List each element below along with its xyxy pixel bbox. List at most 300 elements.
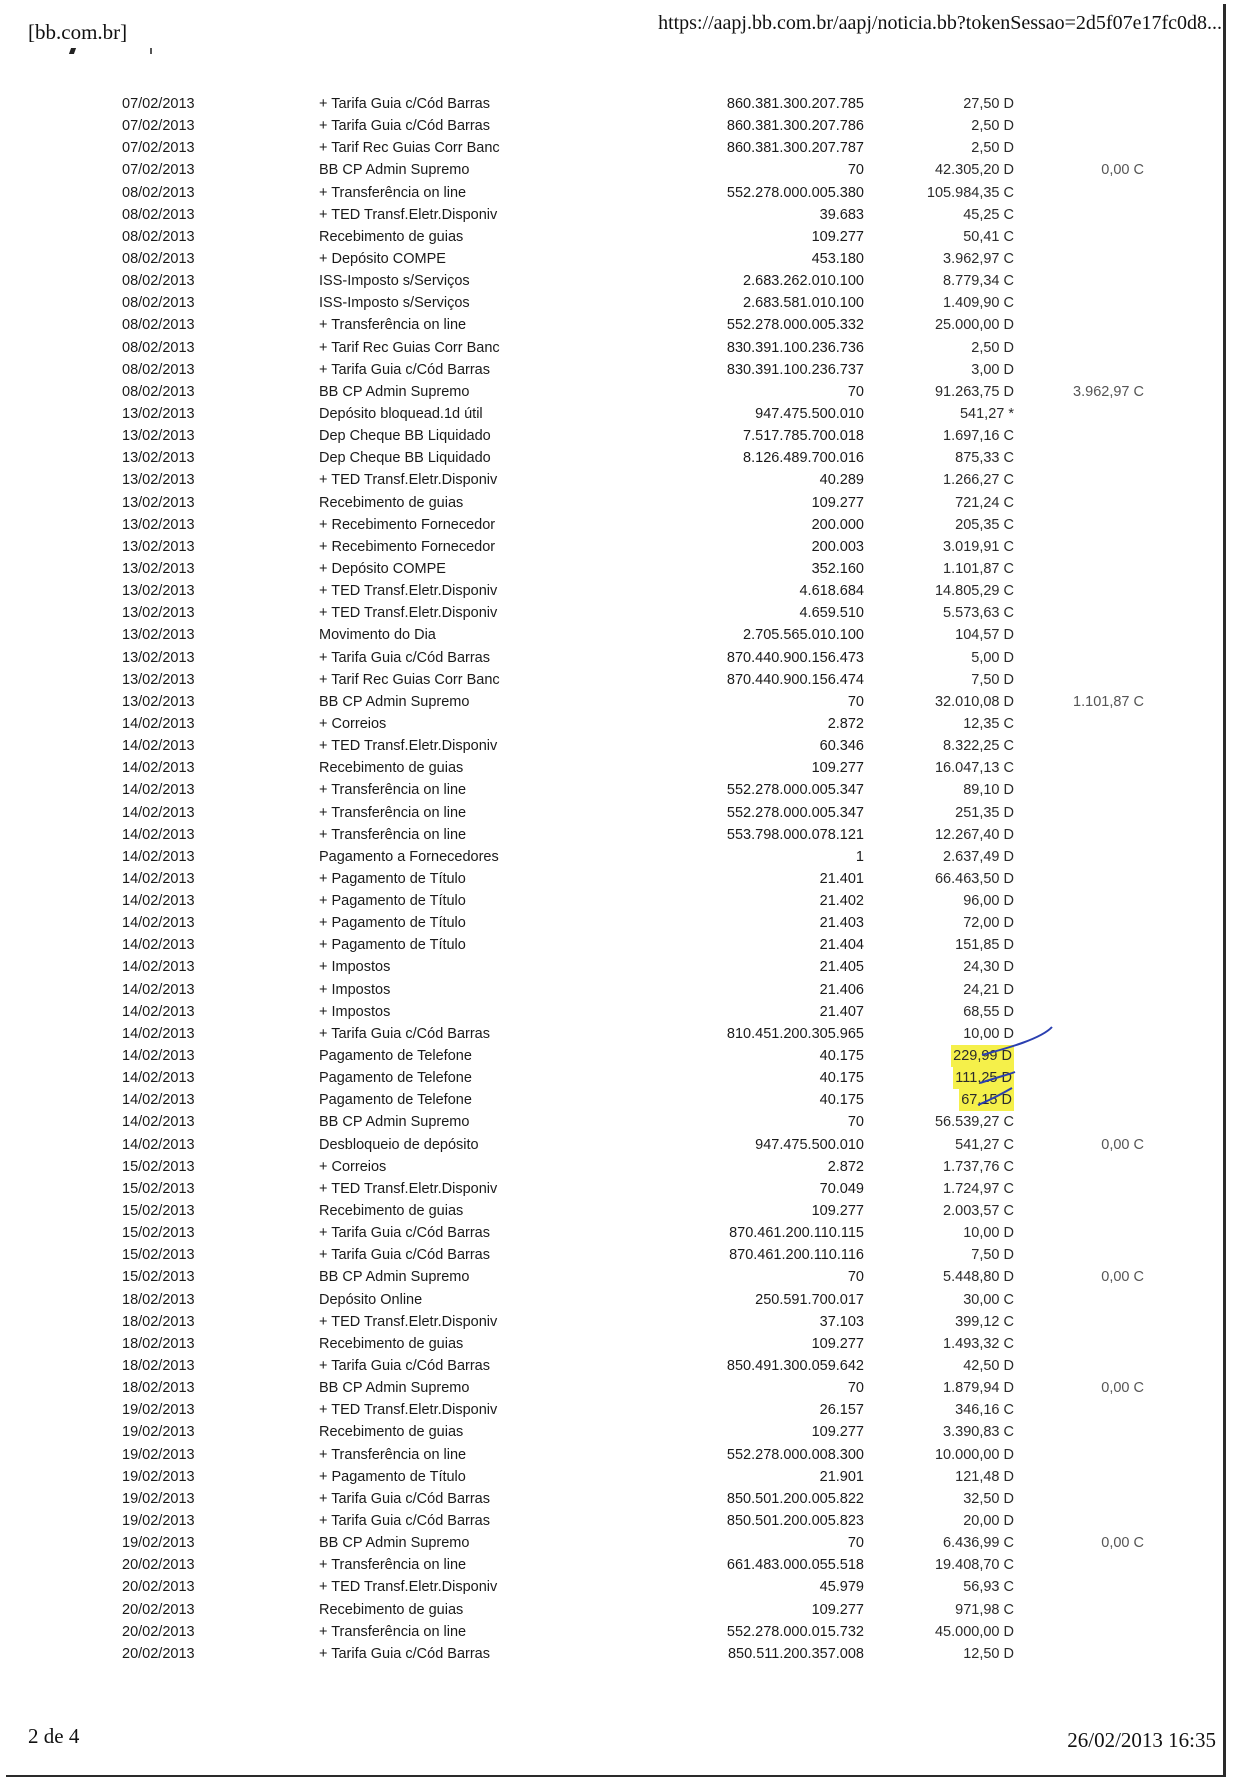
- row-value: 205,35 C: [955, 516, 1014, 533]
- table-row: [0, 846, 1236, 868]
- row-date: 13/02/2013: [122, 405, 195, 422]
- row-date: 08/02/2013: [122, 361, 195, 378]
- row-value: 2.003,57 C: [943, 1203, 1014, 1220]
- row-value: 10.000,00 D: [934, 1446, 1014, 1463]
- table-row: [0, 536, 1236, 558]
- row-description: Dep Cheque BB Liquidado: [319, 450, 491, 467]
- row-description: + TED Transf.Eletr.Disponiv: [319, 1313, 498, 1330]
- row-value: 2,50 D: [971, 339, 1014, 356]
- table-row: [0, 647, 1236, 669]
- row-value: 8.322,25 C: [943, 738, 1014, 755]
- table-row: [0, 1488, 1236, 1510]
- row-value: 32,50 D: [963, 1490, 1014, 1507]
- row-date: 14/02/2013: [122, 782, 195, 799]
- row-date: 19/02/2013: [122, 1468, 195, 1485]
- row-date: 18/02/2013: [122, 1335, 195, 1352]
- page-number: 2 de 4: [28, 1724, 80, 1748]
- row-date: 14/02/2013: [122, 893, 195, 910]
- row-date: 19/02/2013: [122, 1446, 195, 1463]
- row-value: 111,25 D: [953, 1067, 1014, 1089]
- row-value: 68,55 D: [963, 1003, 1014, 1020]
- row-document: 352.160: [811, 560, 864, 577]
- table-row: [0, 359, 1236, 381]
- row-document: 109.277: [811, 228, 864, 245]
- row-date: 15/02/2013: [122, 1158, 195, 1175]
- row-value: 104,57 D: [955, 627, 1014, 644]
- row-document: 552.278.000.008.300: [726, 1446, 864, 1463]
- row-value: 229,99 D: [951, 1045, 1014, 1067]
- row-document: 2.683.262.010.100: [743, 273, 864, 290]
- row-date: 14/02/2013: [122, 1092, 195, 1109]
- row-document: 45.979: [819, 1579, 864, 1596]
- row-value: 1.493,32 C: [943, 1335, 1014, 1352]
- row-description: + Recebimento Fornecedor: [319, 538, 496, 555]
- row-value: 3,00 D: [971, 361, 1014, 378]
- row-document: 552.278.000.005.332: [726, 317, 864, 334]
- table-row: [0, 514, 1236, 536]
- row-date: 14/02/2013: [122, 915, 195, 932]
- row-document: 850.491.300.059.642: [726, 1358, 864, 1375]
- row-document: 661.483.000.055.518: [726, 1557, 864, 1574]
- row-value: 96,00 D: [963, 893, 1014, 910]
- table-row: [0, 314, 1236, 336]
- table-row: [0, 912, 1236, 934]
- row-date: 07/02/2013: [122, 162, 195, 179]
- table-row: [0, 602, 1236, 624]
- row-description: + Pagamento de Título: [319, 937, 466, 954]
- table-row: [0, 802, 1236, 824]
- table-row: [0, 934, 1236, 956]
- row-value: 8.779,34 C: [943, 273, 1014, 290]
- header-url[interactable]: https://aapj.bb.com.br/aapj/noticia.bb?tokenSessao=2d5f07e17fc0d8...: [658, 12, 1222, 34]
- row-date: 14/02/2013: [122, 1025, 195, 1042]
- table-row: [0, 204, 1236, 226]
- row-date: 08/02/2013: [122, 339, 195, 356]
- row-document: 109.277: [811, 1424, 864, 1441]
- row-document: 552.278.000.015.732: [726, 1623, 864, 1640]
- row-value: 3.019,91 C: [943, 538, 1014, 555]
- row-description: + Tarifa Guia c/Cód Barras: [319, 1490, 490, 1507]
- row-description: + Transferência on line: [319, 804, 467, 821]
- row-description: + TED Transf.Eletr.Disponiv: [319, 1402, 498, 1419]
- print-datetime: 26/02/2013 16:35: [1067, 1728, 1216, 1752]
- row-document: 109.277: [811, 760, 864, 777]
- table-row: [0, 137, 1236, 159]
- row-date: 15/02/2013: [122, 1247, 195, 1264]
- row-value: 20,00 D: [963, 1513, 1014, 1529]
- row-date: 13/02/2013: [122, 560, 195, 577]
- row-document: 453.180: [811, 250, 864, 267]
- row-document: 70.049: [819, 1180, 864, 1197]
- row-document: 2.705.565.010.100: [743, 627, 864, 644]
- row-document: 21.403: [819, 915, 864, 932]
- row-description: + Tarifa Guia c/Cód Barras: [319, 1645, 490, 1662]
- table-row: [0, 824, 1236, 846]
- row-value: 541,27 C: [955, 1136, 1014, 1153]
- row-description: + TED Transf.Eletr.Disponiv: [319, 583, 498, 600]
- row-description: + Transferência on line: [319, 184, 467, 201]
- row-date: 08/02/2013: [122, 250, 195, 267]
- row-date: 14/02/2013: [122, 981, 195, 998]
- row-document: 553.798.000.078.121: [726, 826, 864, 843]
- row-description: + Tarif Rec Guias Corr Banc: [319, 339, 500, 356]
- row-document: 7.517.785.700.018: [743, 428, 864, 445]
- row-description: + Transferência on line: [319, 826, 467, 843]
- row-date: 08/02/2013: [122, 273, 195, 290]
- row-date: 14/02/2013: [122, 1070, 195, 1087]
- table-row: [0, 1134, 1236, 1156]
- row-value: 7,50 D: [971, 1247, 1014, 1264]
- row-description: Pagamento a Fornecedores: [319, 848, 499, 865]
- row-date: 20/02/2013: [122, 1579, 195, 1596]
- row-value: 2.637,49 D: [943, 848, 1014, 865]
- row-value: 10,00 D: [963, 1025, 1014, 1042]
- row-balance: 0,00 C: [1101, 1269, 1144, 1286]
- row-description: + Correios: [319, 1158, 387, 1175]
- row-value: 1.879,94 D: [943, 1380, 1014, 1397]
- row-date: 13/02/2013: [122, 693, 195, 710]
- row-document: 552.278.000.005.380: [726, 184, 864, 201]
- row-date: 13/02/2013: [122, 450, 195, 467]
- row-date: 15/02/2013: [122, 1225, 195, 1242]
- table-row: [0, 558, 1236, 580]
- row-value: 16.047,13 C: [934, 760, 1014, 777]
- row-date: 13/02/2013: [122, 538, 195, 555]
- row-document: 109.277: [811, 494, 864, 511]
- row-value: 251,35 D: [955, 804, 1014, 821]
- row-date: 15/02/2013: [122, 1180, 195, 1197]
- table-row: [0, 492, 1236, 514]
- row-document: 21.405: [819, 959, 864, 976]
- row-description: + Tarifa Guia c/Cód Barras: [319, 1358, 490, 1375]
- row-value: 2,50 D: [971, 118, 1014, 135]
- row-document: 21.401: [819, 870, 864, 887]
- row-description: Pagamento de Telefone: [319, 1048, 472, 1065]
- table-row: [0, 713, 1236, 735]
- row-date: 13/02/2013: [122, 671, 195, 688]
- row-value: 1.697,16 C: [943, 428, 1014, 445]
- row-document: 60.346: [819, 738, 864, 755]
- row-description: BB CP Admin Supremo: [319, 1535, 470, 1552]
- row-description: + Tarifa Guia c/Cód Barras: [319, 118, 490, 135]
- row-description: + Transferência on line: [319, 1557, 467, 1574]
- row-value: 32.010,08 D: [934, 693, 1014, 710]
- row-document: 947.475.500.010: [755, 405, 864, 422]
- table-row: [0, 979, 1236, 1001]
- row-description: Recebimento de guias: [319, 760, 464, 777]
- row-description: Depósito bloquead.1d útil: [319, 405, 483, 422]
- row-document: 870.440.900.156.473: [726, 649, 864, 666]
- row-value: 67,15 D: [959, 1089, 1014, 1111]
- table-row: [0, 1089, 1236, 1111]
- table-row: [0, 1067, 1236, 1089]
- row-value: 12,50 D: [963, 1645, 1014, 1662]
- row-document: 70: [847, 1380, 864, 1397]
- row-description: Desbloqueio de depósito: [319, 1136, 479, 1153]
- row-value: 42,50 D: [963, 1358, 1014, 1375]
- row-value: 105.984,35 C: [926, 184, 1014, 201]
- row-value: 121,48 D: [955, 1468, 1014, 1485]
- row-date: 14/02/2013: [122, 826, 195, 843]
- row-document: 870.440.900.156.474: [726, 671, 864, 688]
- row-document: 870.461.200.110.115: [729, 1225, 864, 1242]
- row-value: 56,93 C: [963, 1579, 1014, 1596]
- table-row: [0, 1266, 1236, 1288]
- row-description: Pagamento de Telefone: [319, 1070, 472, 1087]
- row-value: 3.390,83 C: [943, 1424, 1014, 1441]
- row-description: + Pagamento de Título: [319, 915, 466, 932]
- table-row: [0, 93, 1236, 115]
- row-date: 20/02/2013: [122, 1601, 195, 1618]
- row-description: ISS-Imposto s/Serviços: [319, 295, 470, 312]
- row-document: 21.407: [819, 1003, 864, 1020]
- table-row: [0, 403, 1236, 425]
- row-document: 70: [847, 383, 864, 400]
- row-description: + Tarifa Guia c/Cód Barras: [319, 649, 490, 666]
- row-value: 151,85 D: [955, 937, 1014, 954]
- row-value: 1.737,76 C: [943, 1158, 1014, 1175]
- row-value: 721,24 C: [955, 494, 1014, 511]
- row-description: + Transferência on line: [319, 782, 467, 799]
- row-description: ISS-Imposto s/Serviços: [319, 273, 470, 290]
- row-value: 2,50 D: [971, 140, 1014, 157]
- row-value: 6.436,99 C: [943, 1535, 1014, 1552]
- row-balance: 0,00 C: [1101, 1136, 1144, 1153]
- row-description: BB CP Admin Supremo: [319, 1114, 470, 1131]
- row-description: Movimento do Dia: [319, 627, 436, 644]
- row-document: 850.501.200.005.822: [726, 1490, 864, 1507]
- table-row: [0, 1111, 1236, 1133]
- row-document: 70: [847, 1269, 864, 1286]
- table-row: [0, 735, 1236, 757]
- row-description: + Transferência on line: [319, 1446, 467, 1463]
- row-description: Recebimento de guias: [319, 1601, 464, 1618]
- table-row: [0, 691, 1236, 713]
- row-description: + Depósito COMPE: [319, 250, 446, 267]
- row-document: 109.277: [811, 1601, 864, 1618]
- row-date: 07/02/2013: [122, 140, 195, 157]
- row-document: 2.683.581.010.100: [743, 295, 864, 312]
- row-date: 19/02/2013: [122, 1402, 195, 1419]
- table-row: [0, 1599, 1236, 1621]
- row-date: 15/02/2013: [122, 1203, 195, 1220]
- row-document: 200.003: [811, 538, 864, 555]
- row-document: 2.872: [827, 715, 864, 732]
- table-row: [0, 1045, 1236, 1067]
- row-date: 19/02/2013: [122, 1535, 195, 1552]
- row-value: 42.305,20 D: [934, 162, 1014, 179]
- row-date: 14/02/2013: [122, 937, 195, 954]
- table-row: [0, 1333, 1236, 1355]
- table-row: [0, 1421, 1236, 1443]
- row-balance: 1.101,87 C: [1073, 693, 1144, 710]
- row-description: + Impostos: [319, 959, 391, 976]
- table-row: [0, 182, 1236, 204]
- row-date: 20/02/2013: [122, 1557, 195, 1574]
- row-description: + Pagamento de Título: [319, 893, 466, 910]
- table-row: [0, 1222, 1236, 1244]
- table-row: [0, 1399, 1236, 1421]
- row-date: 13/02/2013: [122, 428, 195, 445]
- row-value: 10,00 D: [963, 1225, 1014, 1242]
- row-document: 70: [847, 693, 864, 710]
- row-value: 30,00 C: [963, 1291, 1014, 1308]
- row-description: + Tarifa Guia c/Cód Barras: [319, 1247, 490, 1264]
- row-document: 552.278.000.005.347: [726, 804, 864, 821]
- row-date: 14/02/2013: [122, 1114, 195, 1131]
- row-date: 14/02/2013: [122, 738, 195, 755]
- row-value: 1.724,97 C: [943, 1180, 1014, 1197]
- row-document: 850.501.200.005.823: [726, 1513, 864, 1529]
- row-date: 13/02/2013: [122, 494, 195, 511]
- row-date: 08/02/2013: [122, 228, 195, 245]
- table-row: [0, 248, 1236, 270]
- row-description: BB CP Admin Supremo: [319, 1269, 470, 1286]
- row-value: 89,10 D: [963, 782, 1014, 799]
- row-date: 13/02/2013: [122, 627, 195, 644]
- row-date: 18/02/2013: [122, 1380, 195, 1397]
- table-row: [0, 1444, 1236, 1466]
- row-document: 4.659.510: [799, 605, 864, 622]
- table-row: [0, 1355, 1236, 1377]
- table-row: [0, 1289, 1236, 1311]
- row-document: 1: [855, 848, 864, 865]
- row-description: BB CP Admin Supremo: [319, 1380, 470, 1397]
- row-description: + Recebimento Fornecedor: [319, 516, 496, 533]
- row-description: Recebimento de guias: [319, 1335, 464, 1352]
- row-document: 21.406: [819, 981, 864, 998]
- row-document: 39.683: [819, 206, 864, 223]
- table-row: [0, 425, 1236, 447]
- row-date: 07/02/2013: [122, 118, 195, 135]
- row-document: 70: [847, 1535, 864, 1552]
- row-description: + TED Transf.Eletr.Disponiv: [319, 738, 498, 755]
- row-document: 21.402: [819, 893, 864, 910]
- row-document: 830.391.100.236.736: [726, 339, 864, 356]
- row-value: 5.573,63 C: [943, 605, 1014, 622]
- row-document: 37.103: [819, 1313, 864, 1330]
- row-description: + Tarifa Guia c/Cód Barras: [319, 1513, 490, 1529]
- scan-mark: [150, 48, 152, 54]
- table-row: [0, 292, 1236, 314]
- table-row: [0, 868, 1236, 890]
- row-value: 12.267,40 D: [934, 826, 1014, 843]
- table-row: [0, 779, 1236, 801]
- row-value: 24,21 D: [963, 981, 1014, 998]
- table-row: [0, 469, 1236, 491]
- row-value: 27,50 D: [963, 96, 1014, 112]
- row-description: + Pagamento de Título: [319, 870, 466, 887]
- row-balance: 3.962,97 C: [1073, 383, 1144, 400]
- row-date: 08/02/2013: [122, 383, 195, 400]
- row-date: 18/02/2013: [122, 1358, 195, 1375]
- row-date: 08/02/2013: [122, 295, 195, 312]
- row-date: 07/02/2013: [122, 96, 195, 112]
- row-value: 1.409,90 C: [943, 295, 1014, 312]
- table-row: [0, 337, 1236, 359]
- row-description: Recebimento de guias: [319, 1424, 464, 1441]
- row-description: + Tarifa Guia c/Cód Barras: [319, 1225, 490, 1242]
- table-row: [0, 624, 1236, 646]
- row-value: 66.463,50 D: [934, 870, 1014, 887]
- table-row: [0, 1377, 1236, 1399]
- row-description: + Transferência on line: [319, 317, 467, 334]
- table-row: [0, 447, 1236, 469]
- row-date: 14/02/2013: [122, 1136, 195, 1153]
- row-value: 19.408,70 C: [934, 1557, 1014, 1574]
- row-date: 14/02/2013: [122, 959, 195, 976]
- row-document: 109.277: [811, 1203, 864, 1220]
- row-date: 13/02/2013: [122, 649, 195, 666]
- row-document: 40.175: [819, 1070, 864, 1087]
- table-row: [0, 115, 1236, 137]
- row-document: 860.381.300.207.785: [726, 96, 864, 112]
- row-document: 870.461.200.110.116: [729, 1247, 864, 1264]
- table-row: [0, 1643, 1236, 1665]
- table-row: [0, 1621, 1236, 1643]
- row-document: 860.381.300.207.787: [726, 140, 864, 157]
- row-document: 70: [847, 162, 864, 179]
- row-date: 14/02/2013: [122, 760, 195, 777]
- row-date: 18/02/2013: [122, 1291, 195, 1308]
- row-date: 13/02/2013: [122, 472, 195, 489]
- row-description: Recebimento de guias: [319, 228, 464, 245]
- table-row: [0, 159, 1236, 181]
- row-date: 13/02/2013: [122, 583, 195, 600]
- row-description: + TED Transf.Eletr.Disponiv: [319, 1180, 498, 1197]
- row-value: 875,33 C: [955, 450, 1014, 467]
- row-balance: 0,00 C: [1101, 162, 1144, 179]
- table-row: [0, 890, 1236, 912]
- row-value: 7,50 D: [971, 671, 1014, 688]
- row-description: + Depósito COMPE: [319, 560, 446, 577]
- row-value: 91.263,75 D: [934, 383, 1014, 400]
- row-description: BB CP Admin Supremo: [319, 383, 470, 400]
- row-document: 8.126.489.700.016: [743, 450, 864, 467]
- table-row: [0, 1311, 1236, 1333]
- header-source: [bb.com.br]: [28, 20, 128, 44]
- row-value: 5,00 D: [971, 649, 1014, 666]
- table-row: [0, 270, 1236, 292]
- row-date: 14/02/2013: [122, 804, 195, 821]
- table-row: [0, 1532, 1236, 1554]
- row-description: + Pagamento de Título: [319, 1468, 466, 1485]
- table-row: [0, 580, 1236, 602]
- row-document: 40.289: [819, 472, 864, 489]
- row-value: 346,16 C: [955, 1402, 1014, 1419]
- row-value: 399,12 C: [955, 1313, 1014, 1330]
- row-value: 45,25 C: [963, 206, 1014, 223]
- row-description: Recebimento de guias: [319, 494, 464, 511]
- row-description: + TED Transf.Eletr.Disponiv: [319, 472, 498, 489]
- row-balance: 0,00 C: [1101, 1380, 1144, 1397]
- row-date: 20/02/2013: [122, 1623, 195, 1640]
- row-description: Depósito Online: [319, 1291, 423, 1308]
- row-value: 12,35 C: [963, 715, 1014, 732]
- row-value: 1.266,27 C: [943, 472, 1014, 489]
- row-description: + Impostos: [319, 1003, 391, 1020]
- table-row: [0, 1178, 1236, 1200]
- row-document: 850.511.200.357.008: [727, 1645, 864, 1662]
- table-row: [0, 1244, 1236, 1266]
- row-value: 14.805,29 C: [934, 583, 1014, 600]
- row-date: 20/02/2013: [122, 1645, 195, 1662]
- row-description: BB CP Admin Supremo: [319, 162, 470, 179]
- row-date: 08/02/2013: [122, 184, 195, 201]
- row-document: 830.391.100.236.737: [726, 361, 864, 378]
- row-date: 14/02/2013: [122, 715, 195, 732]
- row-document: 2.872: [827, 1158, 864, 1175]
